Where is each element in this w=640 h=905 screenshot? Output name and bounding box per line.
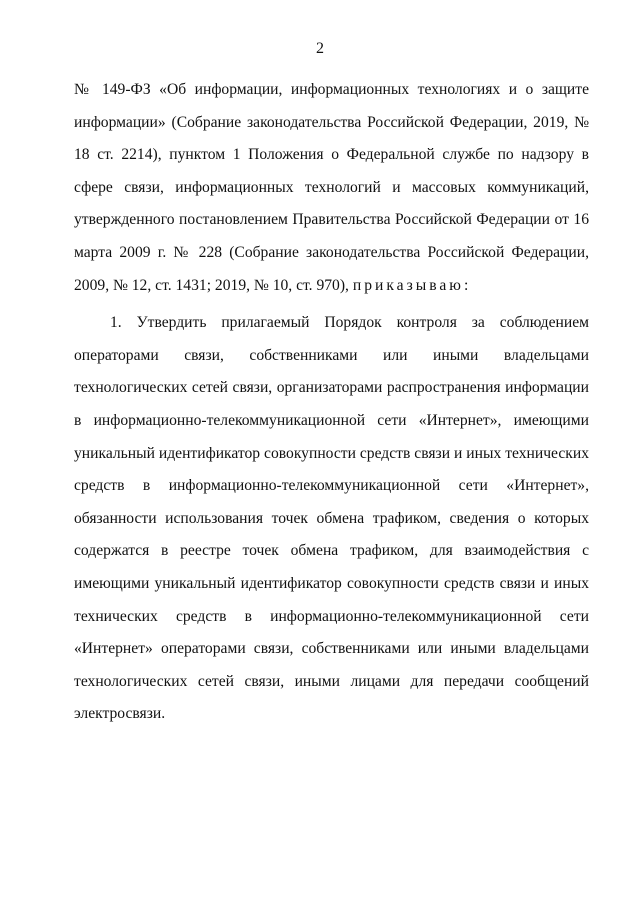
document-body [74,74,589,731]
order-word: приказываю: [352,276,472,294]
paragraph-item-1: 1. Утвердить прилагаемый Порядок контроля за соблюдением операторами связи, собственниками или иными владельцами технологических сетей связи, организаторами распространения информации в информационно-телекоммуникационной сети «Интернет», имеющими уникальный идентификатор совокупности средств связи и иных технических средств в информационно-телекоммуникационной сети «Интернет», обязанности использования точек обмена трафиком, сведения о которых содержатся в реестре точек обмена трафиком, для взаимодействия с имеющими уникальный идентификатор совокупности средств связи и иных технических средств в информационно-телекоммуникационной сети «Интернет» операторами связи, собственниками или иными владельцами технологических сетей связи, иными лицами для передачи сообщений электросвязи. [74,314,589,723]
paragraph-legal-basis-text: № 149-ФЗ «Об информации, информационных технологиях и о защите информации» (Собрание законодательства Российской Федерации, 2019, № 18 ст. 2214), пунктом 1 Положения о Федеральной службе по надзору в сфере связи, информационных технологий и массовых коммуникаций, утвержденного постановлением Правительства Российской Федерации от 16 марта 2009 г. № 228 (Собрание законодательства Российской Федерации, 2009, № 12, ст. 1431; 2019, № 10, ст. 970), [74,81,589,294]
paragraph-legal-basis [74,74,589,302]
page-number: 2 [316,40,324,57]
